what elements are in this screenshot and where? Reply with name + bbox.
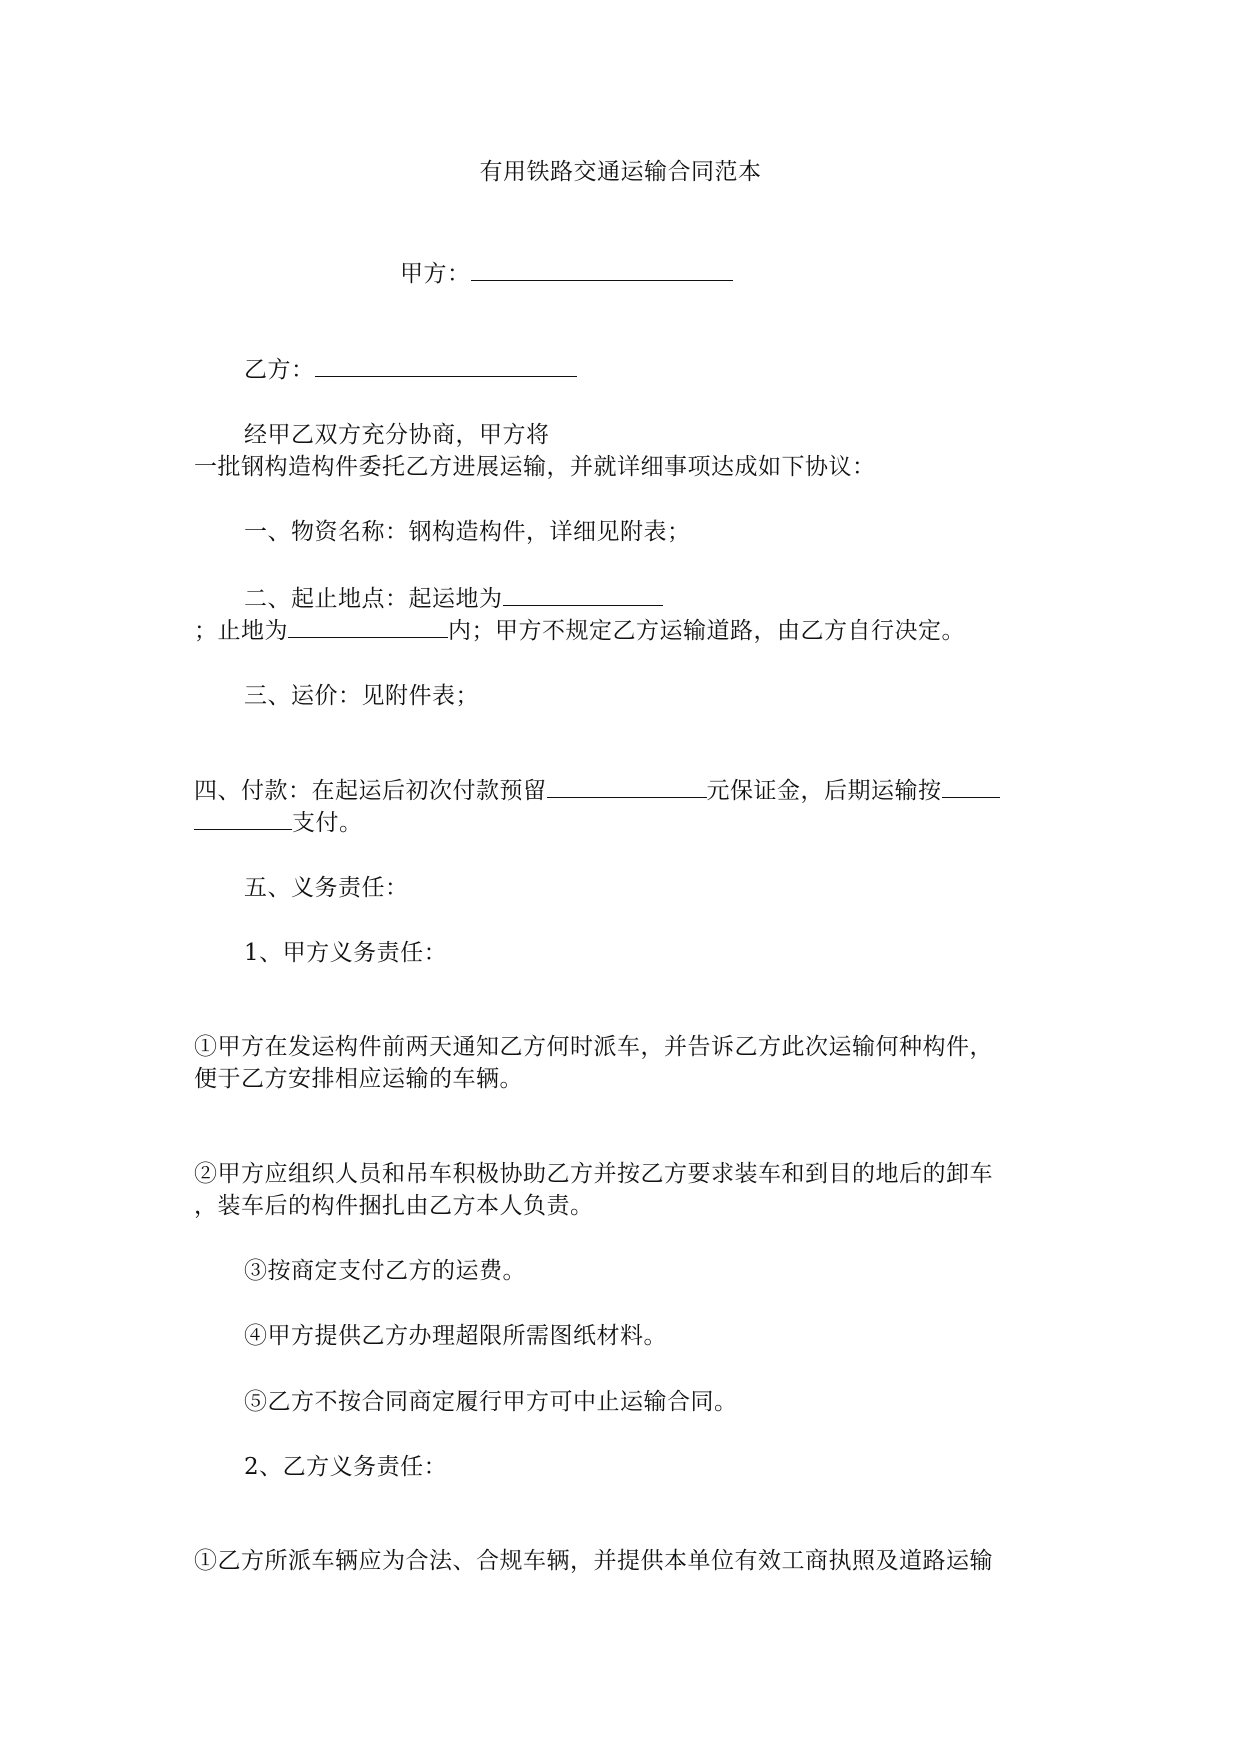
a-item-2-line-2: ，装车后的构件捆扎由乙方本人负责。 — [194, 1193, 594, 1219]
b-item-1-line-1: ①乙方所派车辆应为合法、合规车辆，并提供本单位有效工商执照及道路运输 — [194, 1548, 993, 1574]
party-b-label: 乙方： — [244, 357, 315, 383]
clause-4-line-1 — [194, 775, 1000, 806]
clause-1: 一、物资名称：钢构造构件，详细见附表； — [244, 519, 691, 545]
party-a-blank[interactable] — [471, 258, 733, 281]
party-a-line — [400, 258, 733, 289]
clause-2-dest-prefix: ；止地为 — [194, 618, 288, 644]
a-item-1-line-2: 便于乙方安排相应运输的车辆。 — [194, 1066, 523, 1092]
a-item-1-line-1: ①甲方在发运构件前两天通知乙方何时派车，并告诉乙方此次运输何种构件， — [194, 1034, 993, 1060]
destination-blank[interactable] — [288, 615, 448, 638]
clause-4-mid: 元保证金，后期运输按 — [706, 778, 942, 804]
clause-4-line-2 — [194, 807, 363, 838]
clause-2-line-2 — [194, 615, 965, 646]
a-item-4: ④甲方提供乙方办理超限所需图纸材料。 — [244, 1323, 667, 1349]
sub-heading-party-a: 1、甲方义务责任： — [244, 940, 448, 966]
a-item-3: ③按商定支付乙方的运费。 — [244, 1258, 526, 1284]
a-item-2-line-1: ②甲方应组织人员和吊车积极协助乙方并按乙方要求装车和到目的地后的卸车 — [194, 1161, 993, 1187]
party-a-label: 甲方： — [400, 261, 471, 287]
party-b-blank[interactable] — [315, 354, 577, 377]
origin-blank[interactable] — [503, 583, 663, 606]
clause-4-suffix: 支付。 — [292, 810, 363, 836]
clause-2-line-1 — [244, 583, 663, 614]
deposit-blank[interactable] — [547, 775, 707, 798]
party-b-line — [244, 354, 577, 385]
clause-5: 五、义务责任： — [244, 875, 409, 901]
clause-2-prefix: 二、起止地点：起运地为 — [244, 586, 503, 612]
payment-terms-blank-b[interactable] — [194, 807, 292, 830]
a-item-5: ⑤乙方不按合同商定履行甲方可中止运输合同。 — [244, 1389, 738, 1415]
intro-line-1: 经甲乙双方充分协商，甲方将 — [244, 422, 550, 448]
page-title: 有用铁路交通运输合同范本 — [479, 159, 762, 185]
clause-4-prefix: 四、付款：在起运后初次付款预留 — [194, 778, 547, 804]
intro-line-2: 一批钢构造构件委托乙方进展运输，并就详细事项达成如下协议： — [194, 454, 876, 480]
clause-2-suffix: 内；甲方不规定乙方运输道路，由乙方自行决定。 — [448, 618, 965, 644]
clause-3: 三、运价：见附件表； — [244, 683, 479, 709]
payment-terms-blank-a[interactable] — [942, 775, 1000, 798]
sub-heading-party-b: 2、乙方义务责任： — [244, 1454, 448, 1480]
